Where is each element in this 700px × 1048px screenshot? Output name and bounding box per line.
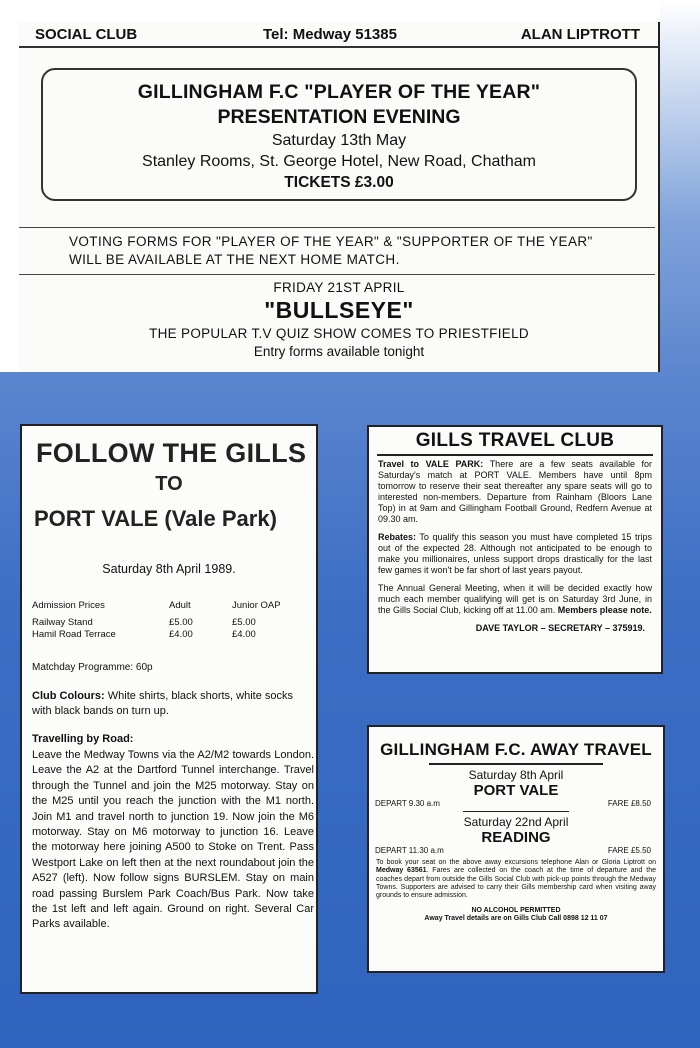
prices-header-label: Admission Prices (32, 600, 105, 611)
voting-line-1: VOTING FORMS FOR "PLAYER OF THE YEAR" & "SUPPORTER OF THE YEAR" (69, 234, 593, 249)
junior-price: £4.00 (232, 629, 256, 640)
rebates-label: Rebates: (378, 532, 417, 542)
telephone-label: Tel: Medway 51385 (263, 26, 397, 43)
divider (19, 46, 658, 48)
match-date: Saturday 8th April 1989. (102, 562, 236, 576)
presentation-subtitle: PRESENTATION EVENING (217, 106, 461, 128)
trip-date: Saturday 8th April (468, 768, 564, 782)
adult-price: £4.00 (169, 629, 193, 640)
secretary-signature: DAVE TAYLOR – SECRETARY – 375919. (475, 623, 645, 633)
junior-price: £5.00 (232, 617, 256, 628)
social-club-label: SOCIAL CLUB (35, 26, 138, 43)
follow-destination: PORT VALE (Vale Park) (34, 506, 277, 531)
travel-by-road-heading: Travelling by Road: (32, 733, 134, 745)
club-colours-text: White shirts, black shorts, white socks with black bands on turn up. (32, 690, 293, 717)
stand-name: Railway Stand (32, 617, 93, 628)
vale-park-paragraph (378, 459, 652, 525)
travel-by-road-directions: Leave the Medway Towns via the A2/M2 towards London. Leave the A2 at the Dartford Tunnel interchange. Travel through the Tunnel and join the M25 motorway. Stay on the M25 until you reach the junction with the M1 north. Join M1 and travel north to junction 19. Now join the M6 motorway. Stay on M6 motorway to junction 16. Leave the motorway here joining A500 to Stoke on Trent. Pass Westport Lake on left then at the next roundabout join the A527 (left). Now follow signs BURSLEM. Stay on main road passing Burslem Park Coach/Bus Park. Now take the 1st left and left again. Ground on right. Several Car Parks available. (32, 749, 314, 931)
adult-price: £5.00 (169, 617, 193, 628)
admission-prices-table (32, 600, 312, 641)
depart-time: DEPART 11.30 a.m (375, 846, 444, 855)
booking-text: To book your seat on the above away excursions telephone Alan or Gloria Liptrott on (376, 859, 656, 866)
agm-text: The Annual General Meeting, when it will be decided exactly how much each member qualifying will get is on Saturday 3rd June, in the Gills Social Club, kicking off at 11.00 am. (378, 583, 652, 615)
presentation-evening-box (41, 68, 637, 201)
trip-opponent: READING (481, 829, 551, 846)
divider (19, 274, 655, 275)
ticket-price: TICKETS £3.00 (284, 174, 394, 191)
presentation-title: GILLINGHAM F.C "PLAYER OF THE YEAR" (137, 81, 541, 103)
programme-price: Matchday Programme: 60p (32, 662, 153, 673)
booking-info (376, 859, 656, 900)
booking-text-cont: . Fares are collected on the coach at the time of departure and the coaches depart from outside the Gills Social Club with pick-up points through the Medway Towns. Supporters are advised to carry their Gills membership card when visiting away grounds to ensure admission. (376, 867, 656, 900)
bullseye-description: THE POPULAR T.V QUIZ SHOW COMES TO PRIESTFIELD (149, 326, 529, 341)
follow-the-gills-panel (20, 424, 318, 994)
trip-details-row (375, 846, 657, 857)
divider (429, 763, 603, 765)
agm-paragraph (378, 583, 652, 616)
stand-name: Hamil Road Terrace (32, 629, 116, 640)
club-colours (32, 689, 314, 719)
follow-title: FOLLOW THE GILLS (36, 438, 307, 468)
follow-to: TO (155, 473, 183, 495)
trip-opponent: PORT VALE (473, 782, 559, 799)
prices-header-junior: Junior OAP (232, 600, 281, 611)
rebates-paragraph (378, 532, 652, 576)
rebates-text: To qualify this season you must have completed 15 trips out of the expected 28. Although not anticipated to be enough to make you millionaires, unless support drops drastically for the last few games it won't be far short of last years payout. (378, 532, 652, 575)
table-row (32, 629, 312, 641)
bullseye-date: FRIDAY 21ST APRIL (273, 280, 405, 295)
club-call-notice: Away Travel details are on Gills Club Call 0898 12 11 07 (424, 915, 608, 923)
bullseye-entry: Entry forms available tonight (253, 344, 425, 359)
divider (463, 811, 569, 812)
divider (19, 227, 655, 228)
contact-name: ALAN LIPTROTT (520, 26, 640, 43)
vale-park-label: Travel to VALE PARK: (378, 459, 484, 469)
fare: FARE £8.50 (607, 799, 651, 808)
away-travel-title: GILLINGHAM F.C. AWAY TRAVEL (380, 740, 652, 759)
blue-side-strip (660, 0, 700, 372)
booking-phone: Medway 63561 (376, 867, 427, 875)
away-travel-panel (367, 725, 665, 973)
club-colours-label: Club Colours: (32, 690, 105, 702)
voting-line-2: WILL BE AVAILABLE AT THE NEXT HOME MATCH. (69, 252, 400, 267)
travel-club-title: GILLS TRAVEL CLUB (415, 430, 615, 451)
travel-club-body (369, 456, 661, 616)
voting-notice (69, 233, 593, 269)
prices-header-adult: Adult (169, 600, 191, 611)
fare: FARE £5.50 (607, 846, 651, 855)
vale-park-text: There are a few seats available for Saturday's match at PORT VALE. Members have until 8pm tomorrow to reserve their seat thereafter any spare seats will go to interested non-members. Departure from Rainham (Bloors Lane Top) in at 9am and Gillingham Football Ground, Redfern Avenue at 09.30 am. (378, 459, 652, 524)
trip-date: Saturday 22nd April (463, 815, 569, 829)
members-note: Members please note. (557, 605, 652, 615)
table-row (32, 617, 312, 629)
gills-travel-club-panel (367, 425, 663, 674)
contact-bar (19, 26, 658, 46)
presentation-venue: Stanley Rooms, St. George Hotel, New Road, Chatham (142, 153, 536, 170)
bullseye-title: "BULLSEYE" (264, 297, 414, 323)
top-notice-panel (19, 22, 660, 372)
bullseye-notice (19, 280, 659, 359)
depart-time: DEPART 9.30 a.m (375, 799, 440, 808)
no-alcohol-notice: NO ALCOHOL PERMITTED (471, 907, 561, 915)
trip-details-row (375, 799, 657, 810)
presentation-date: Saturday 13th May (271, 132, 407, 149)
prices-header-row (32, 600, 312, 612)
